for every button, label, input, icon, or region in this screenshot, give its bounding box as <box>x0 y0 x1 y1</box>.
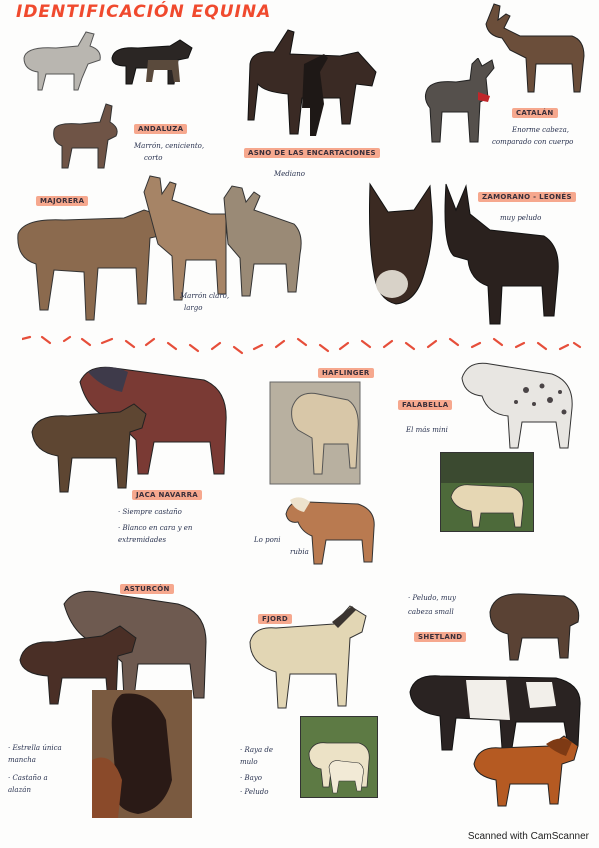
label-falabella: FALABELLA <box>398 400 452 410</box>
scanner-watermark: Scanned with CamScanner <box>467 831 589 842</box>
label-encartaciones: ASNO DE LAS ENCARTACIONES <box>244 148 380 158</box>
note-zamorano-1: muy peludo <box>500 214 542 222</box>
donkey-picture-catalan-front <box>420 58 512 144</box>
label-jaca-navarra: JACA NAVARRA <box>132 490 202 500</box>
note-shetland-2: cabeza small <box>408 608 454 616</box>
note-fjord-3: · Bayo <box>240 774 262 782</box>
note-andaluza-1: Marrón, ceniciento, <box>134 142 205 150</box>
label-majorera: MAJORERA <box>36 196 88 206</box>
label-andaluza: ANDALUZA <box>134 124 187 134</box>
donkey-picture-black <box>108 38 202 88</box>
donkey-picture-grey <box>16 28 106 94</box>
pony-picture-shetland-dark <box>484 582 584 662</box>
note-asturcon-3: · Castaño a <box>8 774 48 782</box>
label-shetland: SHETLAND <box>414 632 466 642</box>
pony-picture-jaca-navarra <box>28 362 234 494</box>
photo-falabella <box>440 452 534 532</box>
note-fjord-1: · Raya de <box>240 746 274 754</box>
note-jaca-navarra-2: · Blanco en cara y en <box>118 524 193 532</box>
note-asturcon-4: alazán <box>8 786 31 794</box>
label-zamorano: ZAMORANO - LEONÉS <box>478 192 576 202</box>
note-catalan-1: Enorme cabeza, <box>512 126 569 134</box>
donkey-picture-encartaciones <box>244 24 384 142</box>
label-asturcon: ASTURCÓN <box>120 584 174 594</box>
note-majorera-2: largo <box>184 304 203 312</box>
photo-asturcon-head <box>92 690 192 818</box>
note-asturcon-2: mancha <box>8 756 36 764</box>
photo-fjord <box>300 716 378 798</box>
note-shetland-1: · Peludo, muy <box>408 594 456 602</box>
note-jaca-navarra-1: · Siempre castaño <box>118 508 182 516</box>
pony-picture-falabella-spotted <box>456 356 580 452</box>
pony-picture-haflinger <box>268 378 364 488</box>
note-falabella-1: El más mini <box>406 426 448 434</box>
note-asturcon-1: · Estrella única <box>8 744 62 752</box>
note-fjord-2: mulo <box>240 758 258 766</box>
label-catalan: CATALÁN <box>512 108 558 118</box>
donkey-picture-zamorano-head <box>366 182 436 306</box>
note-haflinger-1: Lo poni <box>254 536 281 544</box>
note-haflinger-2: rubia <box>290 548 309 556</box>
label-fjord: FJORD <box>258 614 292 624</box>
note-andaluza-2: corto <box>144 154 163 162</box>
note-catalan-2: comparado con cuerpo <box>492 138 574 146</box>
pony-picture-shetland-chestnut <box>470 734 582 810</box>
note-encartaciones-1: Mediano <box>274 170 305 178</box>
label-haflinger: HAFLINGER <box>318 368 374 378</box>
note-jaca-navarra-3: extremidades <box>118 536 167 544</box>
pony-picture-asturcon-group <box>18 586 214 706</box>
note-majorera-1: Marrón claro, <box>180 292 230 300</box>
note-fjord-4: · Peludo <box>240 788 269 796</box>
donkey-picture-small-brown <box>44 94 124 174</box>
page-title: IDENTIFICACIÓN EQUINA <box>16 2 272 22</box>
